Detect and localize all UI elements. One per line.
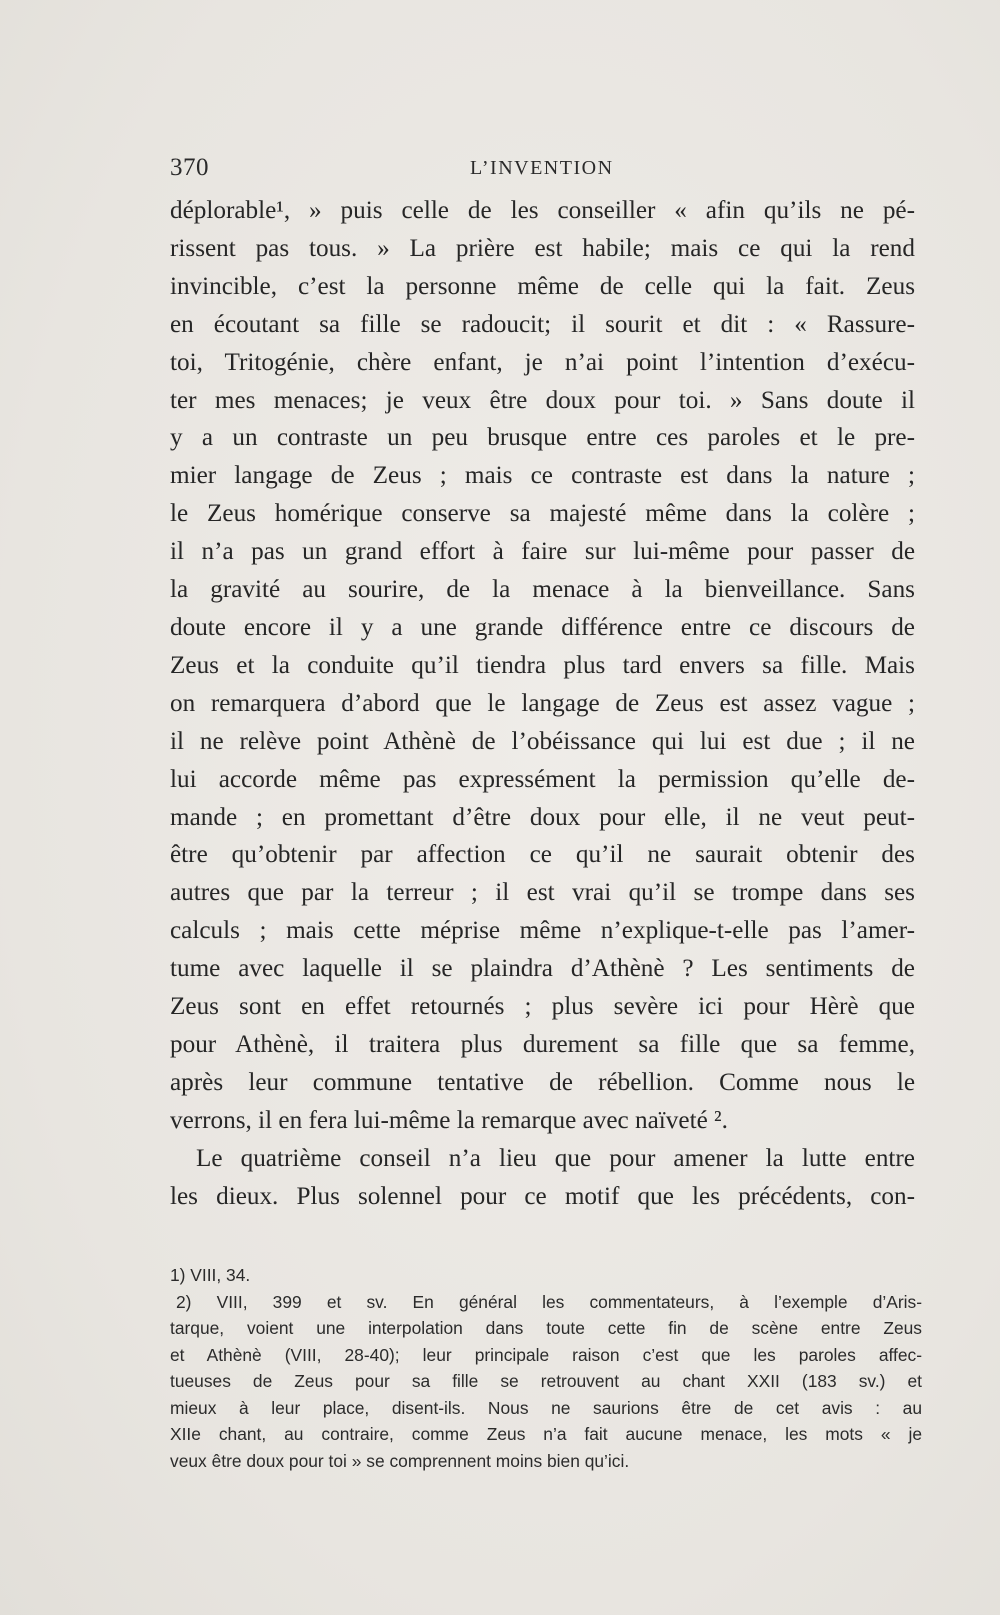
text-line: déplorable¹, » puis celle de les conseiller « afin qu’ils ne pé- xyxy=(170,197,915,224)
footnote-2-line: et Athènè (VIII, 28-40); leur principale raison c’est que les paroles affec- xyxy=(170,1344,922,1365)
footnote-1: 1) VIII, 34. xyxy=(170,1265,251,1285)
text-line: calculs ; mais cette méprise même n’explique-t-elle pas l’amer- xyxy=(170,917,915,945)
text-line: il n’a pas un grand effort à faire sur lui-même pour passer de xyxy=(170,538,915,566)
text-line: autres que par la terreur ; il est vrai qu’il se trompe dans ses xyxy=(170,879,915,907)
text-line: en écoutant sa fille se radoucit; il sourit et dit : « Rassure- xyxy=(170,310,915,338)
footnote-2-line: tarque, voient une interpolation dans toute cette fin de scène entre Zeus xyxy=(170,1318,922,1338)
text-line: tume avec laquelle il se plaindra d’Athènè ? Les sentiments de xyxy=(170,955,915,983)
text-line: ter mes menaces; je veux être doux pour toi. » Sans doute il xyxy=(170,386,915,414)
text-line: Zeus et la conduite qu’il tiendra plus tard envers sa fille. Mais xyxy=(170,651,915,679)
footnotes xyxy=(170,1262,922,1474)
text-line: les dieux. Plus solennel pour ce motif que les précédents, con- xyxy=(170,1182,915,1210)
text-line: toi, Tritogénie, chère enfant, je n’ai point l’intention d’exécu- xyxy=(170,348,915,376)
text-line: lui accorde même pas expressément la permission qu’elle de- xyxy=(170,765,915,793)
text-line: Zeus sont en effet retournés ; plus sevère ici pour Hèrè que xyxy=(170,993,915,1021)
footnote-2-line: 2) VIII, 399 et sv. En général les commentateurs, à l’exemple d’Aris- xyxy=(176,1291,922,1312)
text-line: être qu’obtenir par affection ce qu’il ne saurait obtenir des xyxy=(170,841,915,869)
text-line: doute encore il y a une grande différence entre ce discours de xyxy=(170,613,915,641)
footnote-2-line: mieux à leur place, disent-ils. Nous ne saurions être de cet avis : au xyxy=(170,1397,922,1418)
text-line: mier langage de Zeus ; mais ce contraste est dans la nature ; xyxy=(170,462,915,490)
text-line: le Zeus homérique conserve sa majesté même dans la colère ; xyxy=(170,500,915,528)
main-text xyxy=(170,192,915,1215)
text-line: Le quatrième conseil n’a lieu que pour amener la lutte entre xyxy=(196,1144,915,1172)
text-line: verrons, il en fera lui-même la remarque avec naïveté ². xyxy=(170,1106,728,1134)
text-line: la gravité au sourire, de la menace à la bienveillance. Sans xyxy=(170,576,915,604)
running-title: L’INVENTION xyxy=(470,157,614,179)
text-line: mande ; en promettant d’être doux pour elle, il ne veut peut- xyxy=(170,803,915,831)
text-line: invincible, c’est la personne même de celle qui la fait. Zeus xyxy=(170,272,915,300)
text-line: on remarquera d’abord que le langage de Zeus est assez vague ; xyxy=(170,689,915,717)
text-line: rissent pas tous. » La prière est habile; mais ce qui la rend xyxy=(170,234,915,262)
text-line: y a un contraste un peu brusque entre ces paroles et le pre- xyxy=(170,424,915,452)
text-line: après leur commune tentative de rébellion. Comme nous le xyxy=(170,1068,915,1096)
text-line: pour Athènè, il traitera plus durement sa fille que sa femme, xyxy=(170,1030,915,1058)
page-number: 370 xyxy=(170,154,209,181)
footnote-2-line: veux être doux pour toi » se comprennent moins bien qu’ici. xyxy=(170,1450,630,1471)
text-line: il ne relève point Athènè de l’obéissance qui lui est due ; il ne xyxy=(170,727,915,755)
footnote-2-line: tueuses de Zeus pour sa fille se retrouvent au chant XXII (183 sv.) et xyxy=(170,1371,922,1391)
footnote-2-line: XIIe chant, au contraire, comme Zeus n’a fait aucune menace, les mots « je xyxy=(170,1424,922,1444)
page-header xyxy=(170,154,912,184)
